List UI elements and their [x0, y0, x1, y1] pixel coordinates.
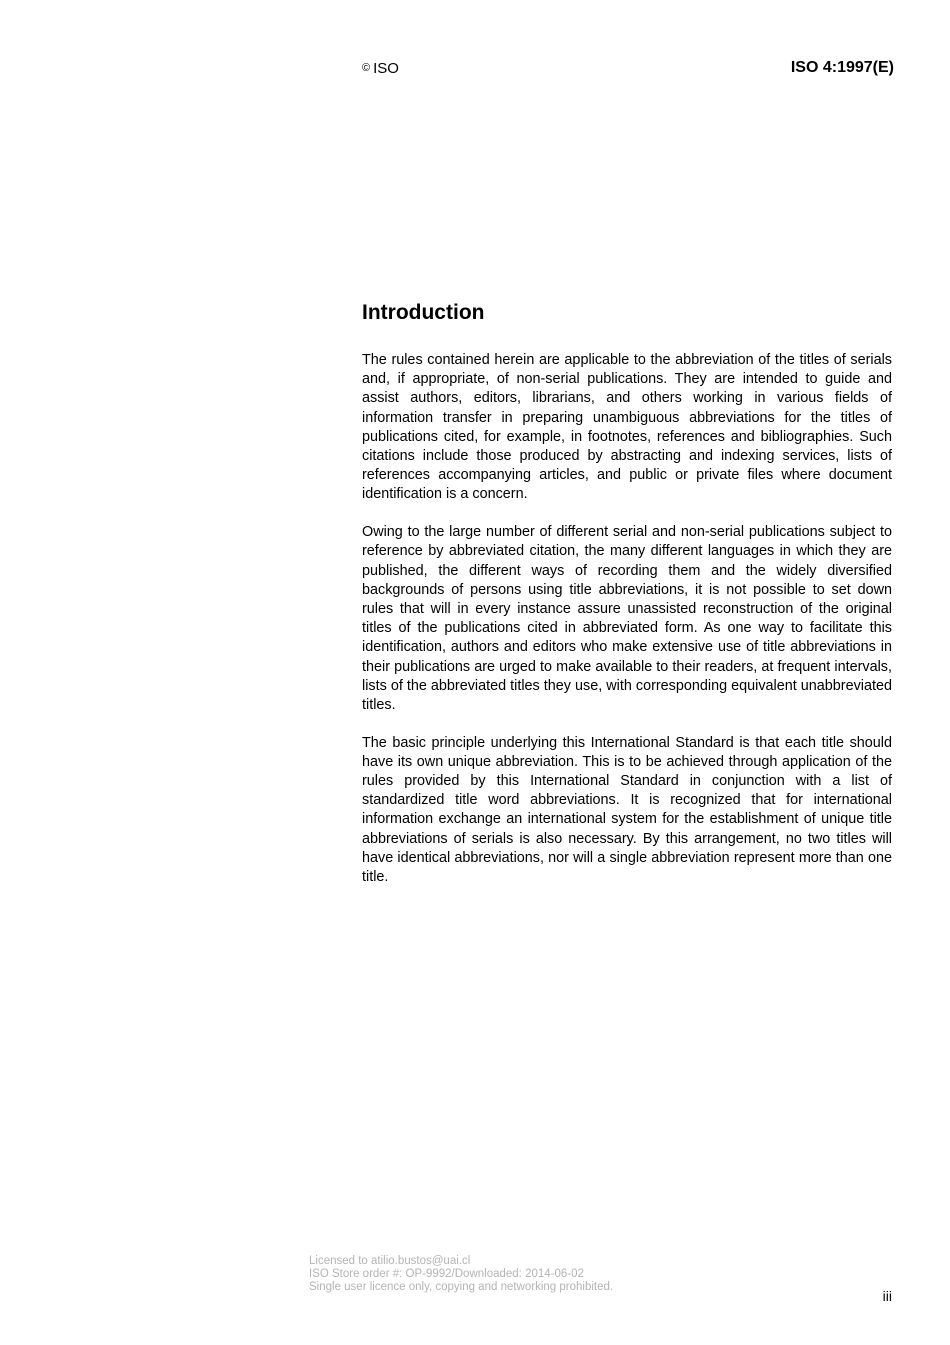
paragraph-2: Owing to the large number of different serial and non-serial publications subject to reference by abbreviated citation, the many different languages in which they are published, the different ways of recording them and the widely diversified backgrounds of persons using title abbreviations, it is not possible to set down rules that will in every instance assure unassisted reconstruction of the original titles of the publications cited in abbreviated form. As one way to facilitate this identification, authors and editors who make extensive use of title abbreviations in their publications are urged to make available to their readers, at frequent intervals, lists of the abbreviated titles they use, with corresponding equivalent unabbreviated titles.	[362, 524, 892, 713]
paragraph-3: The basic principle underlying this International Standard is that each title should have its own unique abbreviation. This is to be achieved through application of the rules provided by this International Standard in conjunction with a list of standardized title word abbreviations. It is recognized that for international information exchange an international system for the establishment of unique title abbreviations of serials is also necessary. By this arrangement, no two titles will have identical abbreviations, nor will a single abbreviation represent more than one title.	[362, 734, 892, 886]
section-title: Introduction	[362, 301, 485, 324]
license-line-licensee: Licensed to atilio.bustos@uai.cl	[309, 1255, 471, 1267]
license-line-terms: Single user licence only, copying and networking prohibited.	[309, 1281, 614, 1293]
document-id: ISO 4:1997(E)	[790, 59, 894, 76]
license-watermark	[309, 1255, 613, 1294]
license-line-order: ISO Store order #: OP-9992/Downloaded: 2014-06-02	[309, 1268, 584, 1280]
section-body	[362, 351, 892, 906]
copyright-owner: ISO	[373, 60, 399, 77]
paragraph-1: The rules contained herein are applicable to the abbreviation of the titles of serials and, if appropriate, of non-serial publications. They are intended to guide and assist authors, editors, librarians, and others working in various fields of information transfer in preparing unambiguous abbreviations for the titles of publications cited, for example, in footnotes, references and bibliographies. Such citations include those produced by abstracting and indexing services, lists of references accompanying articles, and public or private files where document identification is a concern.	[362, 352, 892, 503]
copyright-symbol: ©	[362, 62, 371, 74]
page-number: iii	[882, 1288, 892, 1304]
header-copyright	[362, 59, 399, 78]
